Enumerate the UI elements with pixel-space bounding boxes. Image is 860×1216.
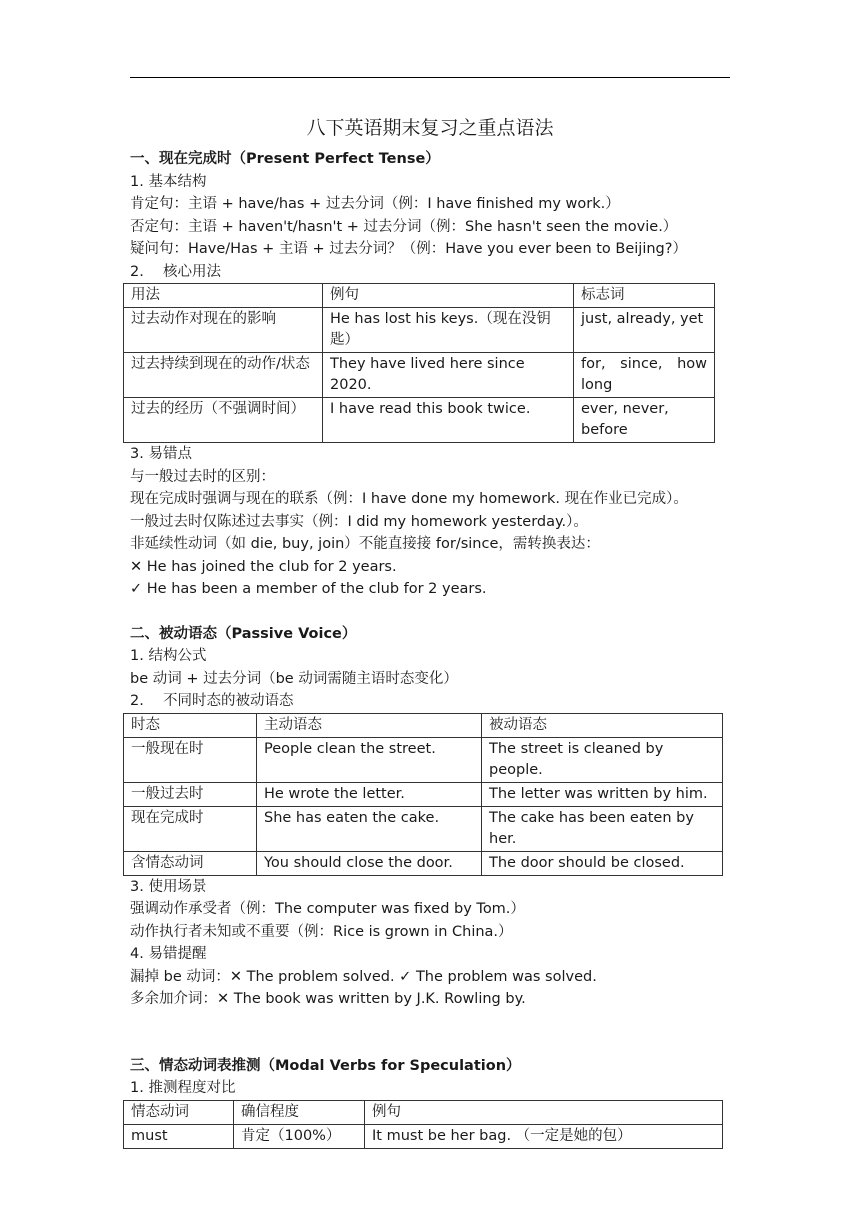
header-rule — [130, 77, 730, 78]
table-row — [124, 737, 723, 782]
cross-mark-icon: ✕ — [217, 991, 230, 1007]
check-mark-icon: ✓ — [130, 581, 143, 597]
section-heading: 一、现在完成时（Present Perfect Tense） — [130, 151, 440, 167]
table-row — [124, 782, 723, 806]
table-cell: 过去的经历（不强调时间） — [124, 398, 323, 443]
table-header-cell: 确信程度 — [234, 1100, 365, 1124]
passive-voice-table — [123, 713, 723, 876]
table-row — [124, 398, 715, 443]
table-header-cell: 例句 — [365, 1100, 723, 1124]
usage-table — [123, 283, 715, 443]
text-line: 强调动作承受者（例：The computer was fixed by Tom.） — [130, 901, 525, 917]
table-cell: The door should be closed. — [482, 851, 723, 875]
table-cell: They have lived here since 2020. — [323, 353, 574, 398]
table-row — [124, 1124, 723, 1148]
text-line: 与一般过去时的区别： — [130, 468, 275, 485]
table-cell: I have read this book twice. — [323, 398, 574, 443]
table-header-cell: 情态动词 — [124, 1100, 234, 1124]
table-cell: People clean the street. — [257, 737, 482, 782]
mistake-line — [130, 988, 750, 1011]
table-cell: The street is cleaned by people. — [482, 737, 723, 782]
table-row — [124, 851, 723, 875]
mistake-line — [130, 966, 750, 989]
table-header-cell: 用法 — [124, 284, 323, 308]
subheading: 1. 结构公式 — [130, 648, 207, 664]
table-header-cell: 被动语态 — [482, 713, 723, 737]
section-heading: 二、被动语态（Passive Voice） — [130, 625, 357, 642]
example-text: The problem solved. — [246, 968, 395, 985]
table-header-row — [124, 1100, 723, 1124]
example-text: The problem was solved. — [415, 968, 597, 985]
table-header-cell: 例句 — [323, 284, 574, 308]
text-line: 肯定句：主语 + have/has + 过去分词（例：I have finished my work.） — [130, 196, 620, 212]
spacer — [130, 601, 750, 623]
mistake-label: 漏掉 be 动词： — [130, 968, 230, 985]
subheading: 3. 使用场景 — [130, 878, 207, 895]
document-body — [130, 148, 750, 1149]
section-heading: 三、情态动词表推测（Modal Verbs for Speculation） — [130, 1057, 521, 1074]
table-cell: You should close the door. — [257, 851, 482, 875]
subheading: 4. 易错提醒 — [130, 946, 207, 962]
modal-verbs-table — [123, 1100, 723, 1149]
table-row — [124, 353, 715, 398]
mistake-label: 多余加介词： — [130, 991, 217, 1007]
table-cell: 现在完成时 — [124, 806, 257, 851]
correct-example — [130, 578, 750, 601]
table-cell: She has eaten the cake. — [257, 806, 482, 851]
page-title: 八下英语期末复习之重点语法 — [306, 117, 554, 139]
text-line: 一般过去时仅陈述过去事实（例：I did my homework yesterday.）。 — [130, 513, 588, 530]
text-line: 非延续性动词（如 die, buy, join）不能直接接 for/since，需转换表达： — [130, 536, 600, 552]
example-text: The book was written by J.K. Rowling by. — [233, 991, 526, 1007]
example-text: He has joined the club for 2 years. — [146, 558, 397, 575]
table-cell: ever, never, before — [574, 398, 715, 443]
table-cell: 一般过去时 — [124, 782, 257, 806]
table-header-row — [124, 284, 715, 308]
subheading: 2. 核心用法 — [130, 263, 221, 280]
table-cell: 一般现在时 — [124, 737, 257, 782]
table-cell: It must be her bag. （一定是她的包） — [365, 1124, 723, 1148]
table-cell: The cake has been eaten by her. — [482, 806, 723, 851]
table-cell: 过去持续到现在的动作/状态 — [124, 353, 323, 398]
table-cell: 肯定（100%） — [234, 1124, 365, 1148]
wrong-example — [130, 556, 750, 579]
table-header-row — [124, 713, 723, 737]
text-line: 动作执行者未知或不重要（例：Rice is grown in China.） — [130, 923, 513, 940]
text-line: be 动词 + 过去分词（be 动词需随主语时态变化） — [130, 670, 458, 687]
subheading: 3. 易错点 — [130, 446, 192, 462]
table-row — [124, 308, 715, 353]
table-row — [124, 806, 723, 851]
text-line: 现在完成时强调与现在的联系（例：I have done my homework. 现在作业已完成）。 — [130, 491, 688, 507]
table-cell: He wrote the letter. — [257, 782, 482, 806]
example-text: He has been a member of the club for 2 years. — [146, 581, 487, 597]
check-mark-icon: ✓ — [399, 968, 412, 985]
text-line: 否定句：主语 + haven't/hasn't + 过去分词（例：She hasn't seen the movie.） — [130, 218, 678, 235]
subheading: 2. 不同时态的被动语态 — [130, 693, 294, 709]
table-header-cell: 时态 — [124, 713, 257, 737]
text-line: 疑问句：Have/Has + 主语 + 过去分词？（例：Have you ever been to Beijing?） — [130, 241, 687, 257]
table-cell: 含情态动词 — [124, 851, 257, 875]
table-cell: 过去动作对现在的影响 — [124, 308, 323, 353]
table-cell: just, already, yet — [574, 308, 715, 353]
spacer — [130, 1011, 750, 1055]
table-cell: The letter was written by him. — [482, 782, 723, 806]
cross-mark-icon: ✕ — [229, 968, 242, 985]
table-cell: must — [124, 1124, 234, 1148]
table-header-cell: 标志词 — [574, 284, 715, 308]
table-cell: He has lost his keys.（现在没钥匙） — [323, 308, 574, 353]
subheading: 1. 基本结构 — [130, 173, 207, 190]
table-cell: for, since, how long — [574, 353, 715, 398]
cross-mark-icon: ✕ — [130, 558, 143, 575]
table-header-cell: 主动语态 — [257, 713, 482, 737]
subheading: 1. 推测程度对比 — [130, 1080, 236, 1096]
